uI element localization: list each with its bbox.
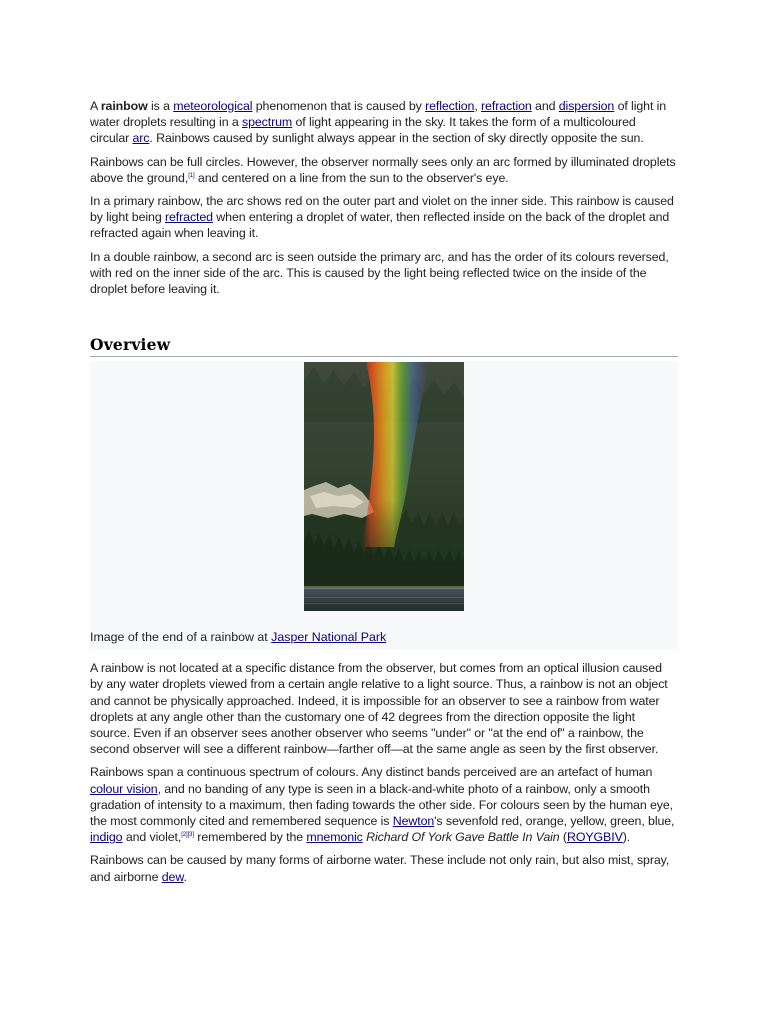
overview-paragraph-1 xyxy=(90,660,678,757)
intro-paragraph-2 xyxy=(90,154,678,186)
link-refraction[interactable]: refraction xyxy=(481,99,532,113)
text: and violet, xyxy=(122,830,182,845)
text: when entering a droplet of water, then reflected inside on the back of the droplet and refracted again when leaving it. xyxy=(90,210,670,241)
link-dispersion[interactable]: dispersion xyxy=(558,99,615,113)
text: , and no banding of any type is seen in a black-and-white photo of a rainbow, only a smooth gradation of intensity to a maximum, then fading towards the other side. For colours seen by the human eye, the most commonly cited and remembered sequence is xyxy=(90,781,673,829)
text: Image of the end of a rainbow at xyxy=(90,630,272,645)
text: In a double rainbow, a second arc is seen outside the primary arc, and has the order of its colours reversed, with red on the inner side of the arc. This is caused by the light being reflected twice on the inside of the droplet before leaving it. xyxy=(90,249,669,297)
reference-link-1[interactable]: [1] xyxy=(188,172,195,179)
rainbow-photo[interactable] xyxy=(304,362,464,611)
link-colour-vision[interactable]: colour vision xyxy=(90,781,158,796)
overview-paragraph-3 xyxy=(90,852,678,884)
intro-paragraph-1 xyxy=(90,98,678,147)
link-roygbiv[interactable]: ROYGBIV xyxy=(566,830,623,845)
text: and centered on a line from the sun to the observer's eye. xyxy=(194,170,509,185)
rainbow-photo-image xyxy=(304,362,464,611)
link-indigo[interactable]: indigo xyxy=(90,830,123,845)
text: In a primary rainbow, the arc shows red on the outer part and violet on the inner side. This rainbow is caused by light being xyxy=(90,194,674,225)
link-refracted[interactable]: refracted xyxy=(164,210,213,225)
text: is a xyxy=(147,99,174,113)
text: 's sevenfold red, orange, yellow, green, blue, xyxy=(434,814,675,829)
term-rainbow: rainbow xyxy=(100,99,148,113)
text: of light appearing in the sky. It takes the form of a multicoloured circular xyxy=(90,115,636,146)
figure-caption xyxy=(90,629,386,645)
text: Rainbows can be caused by many forms of airborne water. These include not only rain, but also mist, spray, and airborne xyxy=(90,853,670,884)
link-newton[interactable]: Newton xyxy=(392,814,435,829)
text: Rainbows can be full circles. However, the observer normally sees only an arc formed by illuminated droplets above the ground, xyxy=(90,154,676,185)
link-mnemonic[interactable]: mnemonic xyxy=(306,830,363,845)
text: ( xyxy=(559,830,567,845)
intro-paragraph-4 xyxy=(90,249,678,298)
intro-paragraph-3 xyxy=(90,193,678,242)
link-reflection[interactable]: reflection xyxy=(425,99,475,113)
text: , xyxy=(474,99,482,113)
overview-paragraph-2 xyxy=(90,764,678,845)
text: Rainbows span a continuous spectrum of colours. Any distinct bands perceived are an artefact of human xyxy=(90,765,653,780)
text: ). xyxy=(622,830,631,845)
figure-thumbnail xyxy=(90,361,678,649)
text: phenomenon that is caused by xyxy=(252,99,426,113)
link-meteorological[interactable]: meteorological xyxy=(173,99,253,113)
text: A xyxy=(90,99,101,113)
reference-2-3 xyxy=(181,832,194,838)
text: of light in water droplets resulting in a xyxy=(90,99,667,130)
text: remembered by the xyxy=(193,830,307,845)
reference-link-2-3[interactable]: [2][3] xyxy=(181,832,194,839)
link-dew[interactable]: dew xyxy=(161,869,184,884)
text: A rainbow is not located at a specific distance from the observer, but comes from an optical illusion caused by any water droplets viewed from a certain angle relative to a light source. Thus, a rainbow is not an object and cannot be physically approached. Indeed, it is impossible for an observer to see a rainbow from water droplets at any angle other than the customary one of 42 degrees from the direction opposite the light source. Even if an observer sees another observer who seems "under" or "at the end of" a rainbow, the second observer will see a different rainbow—farther off—at the same angle as seen by the first observer. xyxy=(90,661,668,757)
text: and xyxy=(531,99,559,113)
link-spectrum[interactable]: spectrum xyxy=(241,115,293,130)
article-body xyxy=(90,98,678,892)
link-arc[interactable]: arc xyxy=(132,131,150,146)
mnemonic-phrase: Richard Of York Gave Battle In Vain xyxy=(366,830,560,845)
text: . xyxy=(183,869,187,884)
section-heading-overview: Overview xyxy=(90,335,678,357)
link-jasper-national-park[interactable]: Jasper National Park xyxy=(271,630,387,645)
text: . Rainbows caused by sunlight always appear in the section of sky directly opposite the sun. xyxy=(149,131,644,146)
